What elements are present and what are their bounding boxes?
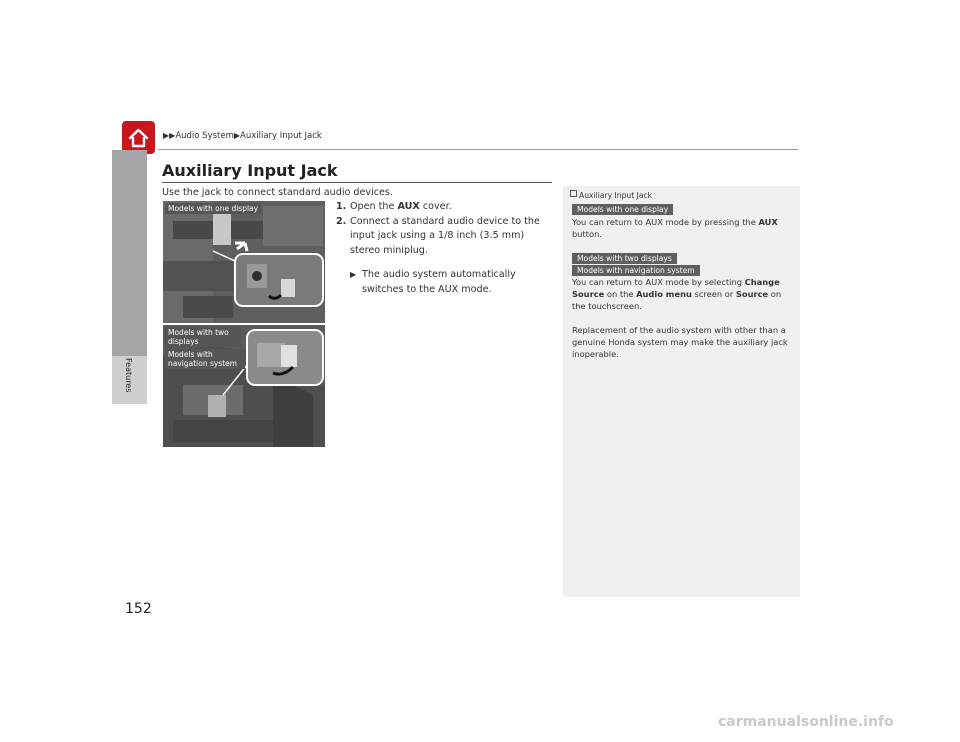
note-text: You can return to AUX mode by selecting [572,277,745,287]
page-number: 152 [125,601,152,617]
header-divider [158,149,798,150]
note-text: button. [572,228,603,239]
note-paragraph [572,277,794,312]
note-text: screen or [691,288,736,299]
note-bold: Source [735,288,769,299]
title-divider [162,182,552,183]
breadcrumb-item[interactable]: Auxiliary Input Jack [240,131,322,141]
step-number: 2. [336,215,347,227]
intro-text: Use the jack to connect standard audio devices. [162,187,393,198]
note-paragraph: Replacement of the audio system with other than a genuine Honda system may make the auxiliary jack inoperable. [572,325,788,359]
note-text: on the touchscreen. [572,288,782,311]
dashboard-illustration [163,201,325,323]
model-tag: Models with two displays [572,253,677,264]
watermark: carmanualsonline.info [718,714,894,730]
photo-label: Models with navigation system [165,349,245,369]
page-title: Auxiliary Input Jack [162,161,338,180]
home-icon [127,126,150,149]
note-box-icon [570,190,577,197]
step-button-name: AUX [397,201,420,212]
breadcrumb-arrow-icon: ▶▶ [163,131,176,140]
sidebar-section-label [122,358,136,398]
features-label-text: Features [124,358,133,393]
step-result [336,268,554,297]
step-number: 1. [336,201,347,212]
sidebar-tab [112,150,147,356]
result-text: The audio system automatically switches to the AUX mode. [362,268,516,295]
note-paragraph [572,217,794,241]
breadcrumb-arrow-icon: ▶ [233,131,241,140]
step-2 [336,215,554,259]
photo-label: Models with two displays [165,327,241,347]
step-1 [336,200,554,215]
step-text: Open the [350,201,398,212]
notes-panel [563,186,800,597]
breadcrumb-item[interactable]: Audio System [175,131,234,141]
note-bold: Audio menu [636,288,692,299]
step-text: Connect a standard audio device to the input jack using a 1/8 inch (3.5 mm) stereo miniplug. [350,215,540,256]
result-arrow-icon: ▶ [350,269,357,279]
notes-heading [570,190,652,200]
note-bold: AUX [758,217,778,227]
note-bold: Change Source [572,277,780,299]
photo-one-display [163,201,325,323]
note-text: You can return to AUX mode by pressing the [572,217,759,227]
notes-heading-text: Auxiliary Input Jack [579,191,653,200]
photo-label: Models with one display [165,203,261,214]
breadcrumb [163,131,322,141]
photo-two-displays-navigation [163,325,325,447]
note-text: on the [604,288,637,299]
instruction-steps [336,200,554,307]
step-text: cover. [419,201,452,212]
model-tag: Models with one display [572,204,673,215]
model-tag: Models with navigation system [572,265,700,276]
